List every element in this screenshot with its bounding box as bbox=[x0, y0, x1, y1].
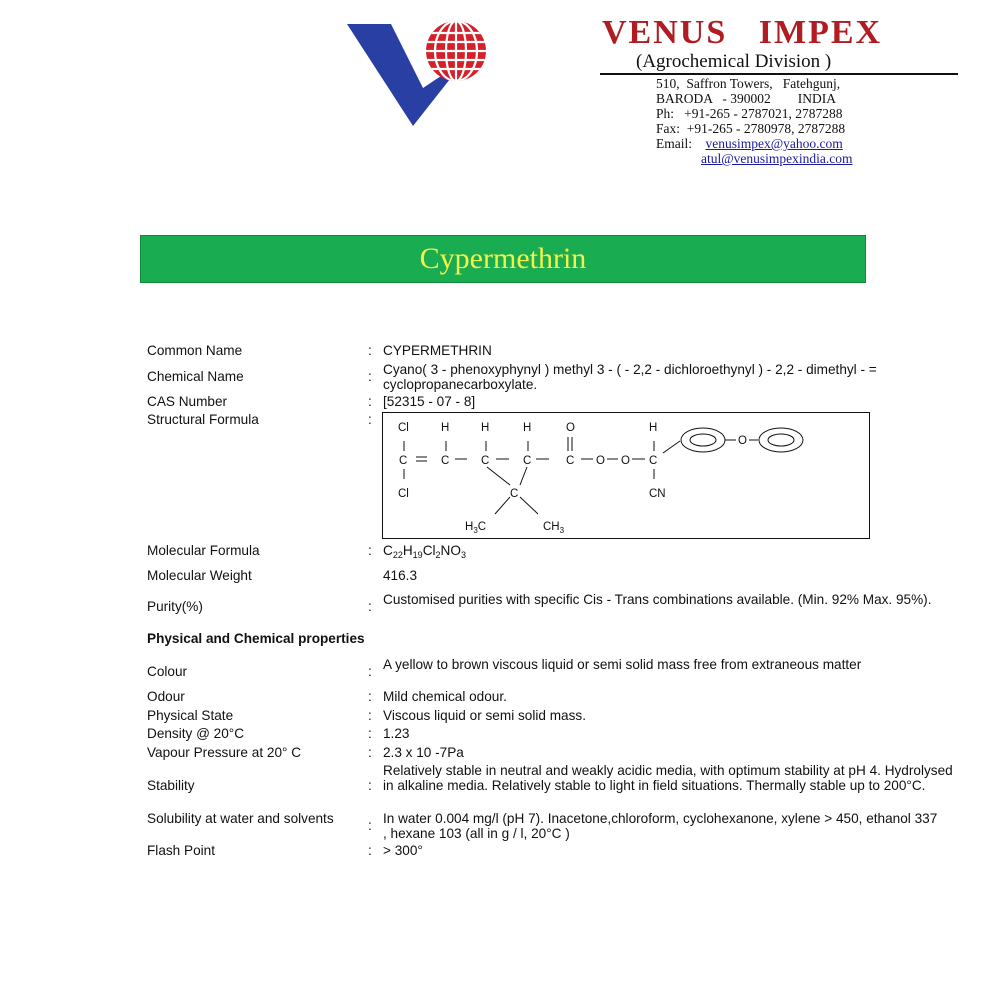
company-address bbox=[656, 76, 853, 166]
atom-label: O bbox=[621, 455, 630, 467]
field-separator: : bbox=[368, 778, 372, 793]
atom-label: $H_3C$ bbox=[465, 521, 487, 535]
section-heading: Physical and Chemical properties bbox=[147, 631, 365, 646]
venus-globe-v-logo bbox=[345, 18, 495, 130]
property-label: Stability bbox=[147, 778, 195, 793]
product-title: Cypermethrin bbox=[419, 242, 587, 275]
atom-label: H bbox=[441, 422, 450, 434]
field-label: Chemical Name bbox=[147, 369, 244, 384]
field-label: CAS Number bbox=[147, 394, 228, 409]
property-label: Odour bbox=[147, 689, 185, 704]
division-subtitle: (Agrochemical Division ) bbox=[636, 51, 832, 72]
atom-label: Cl bbox=[398, 422, 409, 434]
title-banner bbox=[140, 235, 866, 283]
field-separator: : bbox=[368, 726, 372, 741]
field-separator: : bbox=[368, 818, 372, 833]
field-value: Cyano( 3 - phenoxyphynyl ) methyl 3 - ( - 2,2 - dichloroethynyl ) - 2,2 - dimethyl - = cyclopropanecarboxylate. bbox=[383, 362, 877, 392]
field-separator: : bbox=[368, 689, 372, 704]
atom-label: C bbox=[566, 455, 575, 467]
field-label: Molecular Formula bbox=[147, 543, 260, 558]
field-separator: : bbox=[368, 343, 372, 358]
property-value: > 300° bbox=[383, 843, 423, 858]
atom-label: $CH_3$ bbox=[543, 521, 565, 535]
property-value: A yellow to brown viscous liquid or semi solid mass free from extraneous matter bbox=[383, 657, 862, 672]
field-label: Structural Formula bbox=[147, 412, 259, 427]
field-separator: : bbox=[368, 664, 372, 679]
atom-label: C bbox=[441, 455, 450, 467]
field-separator: : bbox=[368, 369, 372, 384]
atom-label: H bbox=[649, 422, 658, 434]
field-label: Common Name bbox=[147, 343, 243, 358]
field-value: CYPERMETHRIN bbox=[383, 343, 492, 358]
address-line: BARODA - 390002 INDIA bbox=[656, 91, 836, 106]
field-separator: : bbox=[368, 412, 372, 427]
phone-line: Ph: +91-265 - 2787021, 2787288 bbox=[656, 106, 843, 121]
field-value: 416.3 bbox=[383, 568, 418, 583]
atom-label: O bbox=[596, 455, 605, 467]
atom-label: C bbox=[399, 455, 408, 467]
field-label: Purity(%) bbox=[147, 599, 203, 614]
property-value: Relatively stable in neutral and weakly acidic media, with optimum stability at pH 4. Hydrolysed in alkaline media. Relatively stable to light in field situations. Thermally stable up to 200°C. bbox=[383, 763, 953, 793]
field-separator: : bbox=[368, 843, 372, 858]
atom-label: Cl bbox=[398, 488, 409, 500]
atom-label: C bbox=[510, 488, 519, 500]
field-value: Customised purities with specific Cis - Trans combinations available. (Min. 92% Max. 95%). bbox=[383, 592, 932, 607]
email-link-atul[interactable]: atul@venusimpexindia.com bbox=[701, 151, 853, 166]
molecular-formula-value: $C_{22}H_{19}Cl_2NO_3$ bbox=[383, 543, 466, 560]
email-line bbox=[656, 151, 853, 166]
header-divider bbox=[600, 73, 958, 75]
field-separator: : bbox=[368, 394, 372, 409]
field-label: Molecular Weight bbox=[147, 568, 252, 583]
property-value: Viscous liquid or semi solid mass. bbox=[383, 708, 586, 723]
atom-label: O bbox=[566, 422, 575, 434]
fax-line: Fax: +91-265 - 2780978, 2787288 bbox=[656, 121, 846, 136]
atom-label: CN bbox=[649, 488, 666, 500]
atom-label: C bbox=[649, 455, 658, 467]
property-label: Flash Point bbox=[147, 843, 216, 858]
field-separator: : bbox=[368, 745, 372, 760]
email-label: Email: bbox=[656, 136, 692, 151]
property-value: In water 0.004 mg/l (pH 7). Inacetone,chloroform, cyclohexanone, xylene > 450, ethanol 337 , hexane 103 (all in g / l, 20°C ) bbox=[383, 811, 938, 841]
property-label: Colour bbox=[147, 664, 188, 679]
property-value: 2.3 x 10 -7Pa bbox=[383, 745, 464, 760]
field-separator: : bbox=[368, 708, 372, 723]
property-label: Solubility at water and solvents bbox=[147, 811, 334, 826]
email-link-venusimpex[interactable]: venusimpex@yahoo.com bbox=[705, 136, 843, 151]
property-label: Vapour Pressure at 20° C bbox=[147, 745, 302, 760]
structural-formula-diagram bbox=[382, 412, 870, 539]
field-value: [52315 - 07 - 8] bbox=[383, 394, 476, 409]
field-separator: : bbox=[368, 543, 372, 558]
property-label: Physical State bbox=[147, 708, 234, 723]
atom-label: H bbox=[523, 422, 532, 434]
email-line bbox=[656, 136, 853, 151]
company-name: VENUS IMPEX bbox=[602, 14, 883, 51]
field-separator: : bbox=[368, 599, 372, 614]
atom-label: H bbox=[481, 422, 490, 434]
property-value: Mild chemical odour. bbox=[383, 689, 507, 704]
atom-label: O bbox=[738, 435, 747, 447]
atom-label: C bbox=[481, 455, 490, 467]
property-value: 1.23 bbox=[383, 726, 410, 741]
property-label: Density @ 20°C bbox=[147, 726, 245, 741]
atom-label: C bbox=[523, 455, 532, 467]
address-line: 510, Saffron Towers, Fatehgunj, bbox=[656, 76, 841, 91]
